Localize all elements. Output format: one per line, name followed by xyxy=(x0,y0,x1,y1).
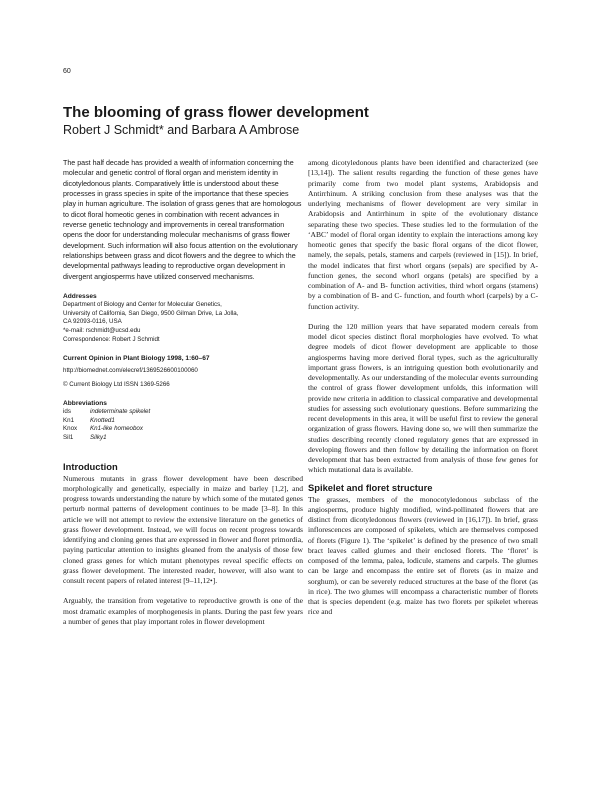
abbreviations-block xyxy=(63,399,303,442)
page-number: 60 xyxy=(63,68,71,75)
abbreviation-row xyxy=(63,425,150,434)
addresses-block xyxy=(63,292,303,344)
journal-url[interactable]: http://biomednet.com/elecref/1369526600100060 xyxy=(63,367,198,375)
abbreviation-term: Knox xyxy=(63,425,78,433)
address-line: Department of Biology and Center for Molecular Genetics, xyxy=(63,301,222,309)
abbreviation-definition: Silky1 xyxy=(90,434,107,442)
body-paragraph: among dicotyledonous plants have been identified and characterized (see [13,14]). The salient results regarding the function of these genes have primarily come from two model plant systems, Arabidopsis and Antirrhinum. A striking conclusion from these analyses was that the underlying mechanisms of flower development are very similar in Arabidopsis and Antirrhinum in spite of the evolutionary distance separating these two species. These studies led to the formulation of the ‘ABC’ model of floral organ identity to explain the interactions among key homeotic genes that specify the basic floral organs of the dicot flower, namely, the sepals, petals, stamens and carpels (reviewed in [15]). In brief, the model indicates that first whorl organs (sepals) are specified by A-function genes, the second whorl organs (petals) are specified by a combination of A- and B- function activities, third whorl organs (stamens) by a combination of B- and C- function, and fourth whorl (carpels) by a C- function activity. xyxy=(308,158,538,311)
abbreviation-term: ids xyxy=(63,408,71,416)
journal-citation: Current Opinion in Plant Biology 1998, 1:60–67 xyxy=(63,355,210,363)
abbreviations-heading: Abbreviations xyxy=(63,400,107,408)
abbreviations-table xyxy=(63,408,150,442)
abstract: The past half decade has provided a wealth of information concerning the molecular and genetic control of floral organ and meristem identity in dicotyledonous plants. Comparatively little is understood about these processes in grass species in spite of the importance that these species play in human agriculture. The isolation of grass genes that are homologous to dicot floral homeotic genes in combination with recent advances in reverse genetic technology and improvements in cereal transformation opens the door for understanding molecular mechanisms of grass flower development. Such information will also focus attention on the evolutionary relationships between grass and dicot flowers and the degree to which the developmental pathways leading to reproductive organ development in divergent angiosperms have utilized conserved mechanisms. xyxy=(63,159,302,281)
body-paragraph: During the 120 million years that have separated modern cereals from model dicot species distinct floral morphologies have evolved. To what degree models of dicot flower development are applicable to those angiosperms having more derived floral types, such as the agriculturally important grass flowers, is an intriguing question both evolutionarily and developmentally. As our understanding of the molecular events surrounding the control of grass flower development unfolds, this information will provide new criteria in addition to classical comparative and developmental studies for assessing such evolutionary questions. Before summarizing the recent developments in this area, it will be useful first to review the general organization of grass flowers. Having done so, we will then summarize the studies describing recently cloned regulatory genes that are expressed in developing flowers and then follow by detailing the information on floret development that has been extracted from analysis of those few genes for which mutational data is available. xyxy=(308,321,538,475)
introduction-paragraph: Numerous mutants in grass flower development have been described morphologically and genetically, especially in maize and barley [1,2], and progress towards understanding the nature by which some of the mutated genes perturb normal patterns of development continues to be made [3–8]. In this article we will not attempt to review the extensive literature on the genetics of grass flower development. Instead, we will focus on recent progress towards identifying and cloning genes that are expressed in flower and floret primordia, paying particular attention to insights gleaned from the analysis of those few cloned grass genes for which mutant phenotypes reveal specific effects on grass flower development. The interested reader, however, will also want to consult recent papers of related interest [9–11,12•]. xyxy=(63,473,303,586)
abbreviation-definition: Kn1-like homeobox xyxy=(90,425,143,433)
article-authors: Robert J Schmidt* and Barbara A Ambrose xyxy=(63,123,300,137)
abbreviation-definition: indeterminate spikelet xyxy=(90,408,151,416)
copyright-line: © Current Biology Ltd ISSN 1369-5266 xyxy=(63,380,170,388)
addresses-heading: Addresses xyxy=(63,293,97,301)
abbreviation-term: Sil1 xyxy=(63,434,74,442)
introduction-paragraph: Arguably, the transition from vegetative to reproductive growth is one of the most dramatic examples of morphogenesis in plants. During the past few years a number of genes that play important roles in flower development xyxy=(63,596,303,626)
abbreviation-definition: Knotted1 xyxy=(90,416,115,424)
address-line: CA 92093-0116, USA xyxy=(63,318,122,326)
address-line: University of California, San Diego, 9500 Gilman Drive, La Jolla, xyxy=(63,309,239,317)
abbreviation-row xyxy=(63,434,150,443)
abbreviation-term: Kn1 xyxy=(63,416,75,424)
abbreviation-row xyxy=(63,408,150,417)
correspondence-line: Correspondence: Robert J Schmidt xyxy=(63,335,160,343)
introduction-heading: Introduction xyxy=(63,460,118,472)
email-line: *e-mail: rschmidt@ucsd.edu xyxy=(63,326,141,334)
article-title: The blooming of grass flower development xyxy=(63,104,369,121)
abbreviation-row xyxy=(63,417,150,426)
spikelet-paragraph: The grasses, members of the monocotyledonous subclass of the angiosperms, produce highly modified, wind-pollinated flowers that are distinct from dicotyledonous flowers (reviewed in [16,17]). In brief, grass inflorescences are composed of spikelets, which are themselves composed of florets (Figure 1). The ‘spikelet’ is defined by the presence of two small bract leaves called glumes and their enclosed florets. The ‘floret’ is composed of the lemma, palea, lodicule, stamens and carpels. The glumes can be large and encompass the entire set of florets (as in maize and sorghum), or can be severely reduced structures at the base of the floret (as in rice). The two glumes will encompass a characteristic number of florets that is species dependent (e.g. maize has two florets per spikelet whereas rice and xyxy=(308,494,538,617)
journal-block xyxy=(63,354,303,389)
left-column xyxy=(63,158,303,627)
spikelet-heading: Spikelet and floret structure xyxy=(308,481,433,493)
right-column xyxy=(308,158,538,618)
